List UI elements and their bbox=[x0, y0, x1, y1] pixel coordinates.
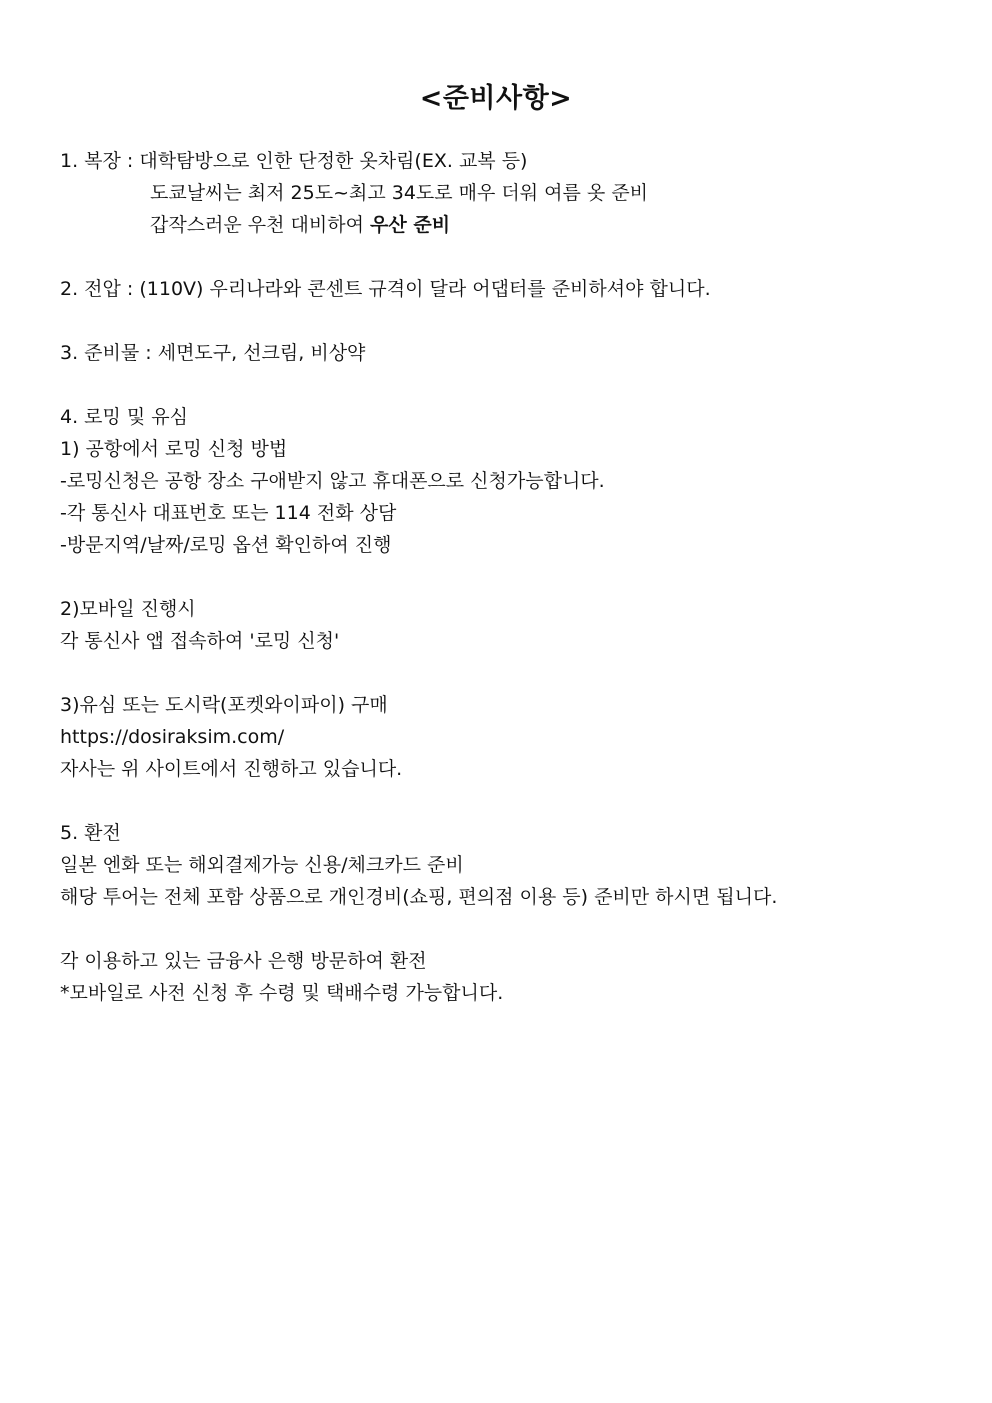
roaming-heading: 4. 로밍 및 유심 bbox=[60, 406, 189, 428]
roaming-airport-line-2: -각 통신사 대표번호 또는 114 전화 상담 bbox=[60, 502, 397, 524]
exchange-line-4: *모바일로 사전 신청 후 수령 및 택배수령 가능합니다. bbox=[60, 982, 504, 1004]
sim-purchase-heading: 3)유심 또는 도시락(포켓와이파이) 구매 bbox=[60, 694, 388, 716]
sim-purchase-line-1: 자사는 위 사이트에서 진행하고 있습니다. bbox=[60, 758, 403, 780]
attire-line-3 bbox=[150, 212, 450, 238]
page-title: <준비사항> bbox=[419, 83, 573, 114]
exchange-line-2: 해당 투어는 전체 포함 상품으로 개인경비(쇼핑, 편의점 이용 등) 준비만 하시면 됩니다. bbox=[60, 886, 778, 908]
attire-line-3-text: 갑작스러운 우천 대비하여 bbox=[150, 214, 371, 236]
sim-purchase-url: https://dosiraksim.com/ bbox=[60, 726, 285, 748]
exchange-line-1: 일본 엔화 또는 해외결제가능 신용/체크카드 준비 bbox=[60, 854, 464, 876]
umbrella-emphasis: 우산 준비 bbox=[370, 214, 451, 236]
exchange-heading: 5. 환전 bbox=[60, 822, 121, 844]
attire-line-1: 1. 복장 : 대학탐방으로 인한 단정한 옷차림(EX. 교복 등) bbox=[60, 150, 528, 172]
supplies-line: 3. 준비물 : 세면도구, 선크림, 비상약 bbox=[60, 342, 366, 364]
roaming-mobile-line-1: 각 통신사 앱 접속하여 '로밍 신청' bbox=[60, 630, 340, 652]
exchange-line-3: 각 이용하고 있는 금융사 은행 방문하여 환전 bbox=[60, 950, 427, 972]
roaming-mobile-heading: 2)모바일 진행시 bbox=[60, 598, 196, 620]
roaming-airport-line-3: -방문지역/날짜/로밍 옵션 확인하여 진행 bbox=[60, 534, 392, 556]
voltage-line: 2. 전압 : (110V) 우리나라와 콘센트 규격이 달라 어댑터를 준비하셔야 합니다. bbox=[60, 278, 711, 300]
roaming-airport-line-1: -로밍신청은 공항 장소 구애받지 않고 휴대폰으로 신청가능합니다. bbox=[60, 470, 605, 492]
roaming-airport-heading: 1) 공항에서 로밍 신청 방법 bbox=[60, 438, 288, 460]
attire-line-2: 도쿄날씨는 최저 25도~최고 34도로 매우 더워 여름 옷 준비 bbox=[150, 182, 649, 204]
